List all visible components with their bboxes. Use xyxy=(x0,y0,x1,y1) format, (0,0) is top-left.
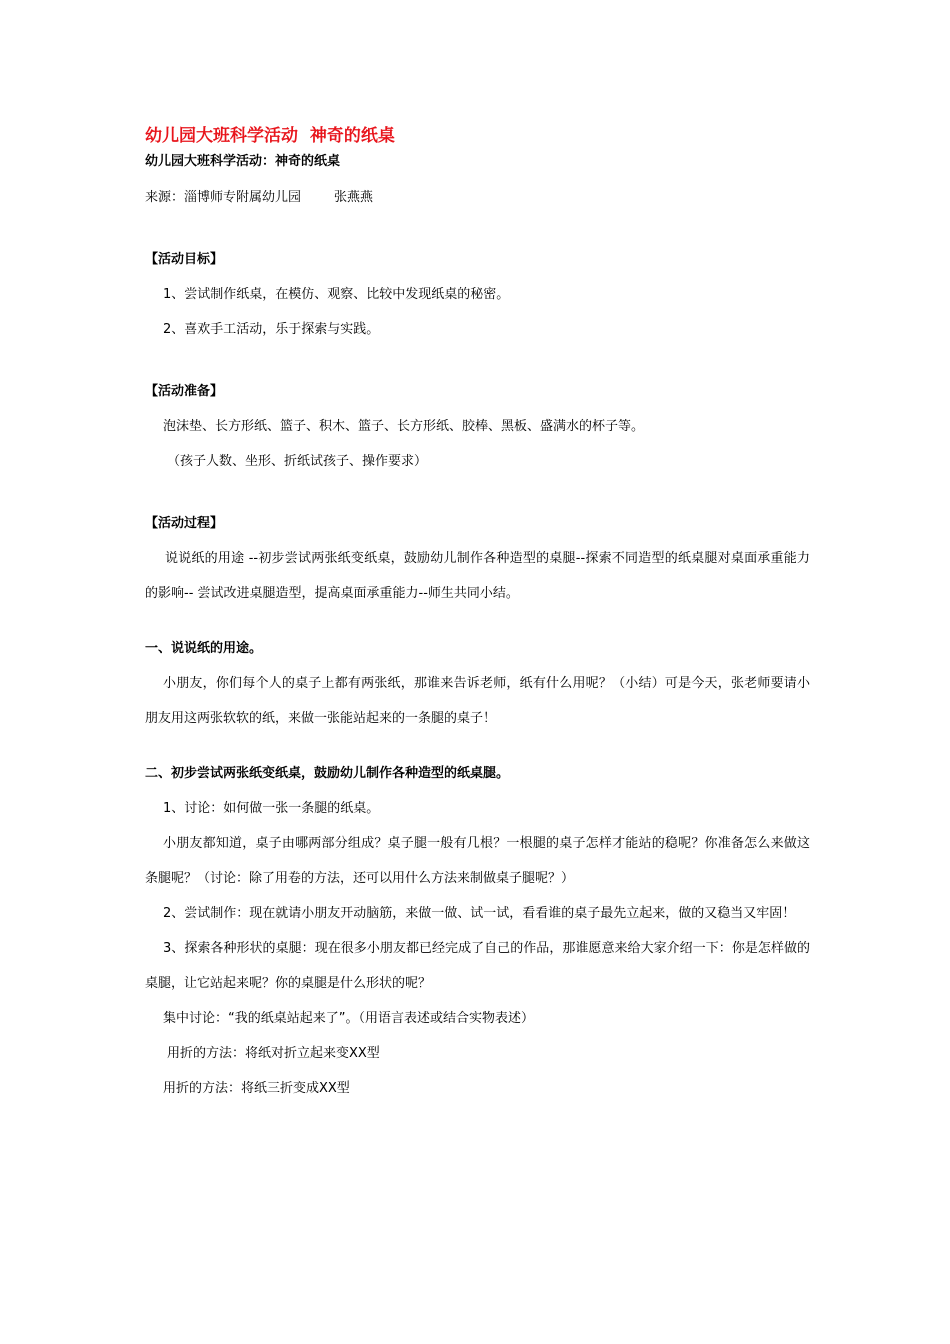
part1-text: 小朋友，你们每个人的桌子上都有两张纸，那谁来告诉老师，纸有什么用呢？（小结）可是今天，张老师要请小朋友用这两张软软的纸，来做一张能站起来的一条腿的桌子！ xyxy=(145,676,810,726)
goal-item-2: 2、喜欢手工活动，乐于探索与实践。 xyxy=(163,322,380,337)
part2-item-3: 3、探索各种形状的桌腿：现在很多小朋友都已经完成了自己的作品，那谁愿意来给大家介绍一下：你是怎样做的桌腿，让它站起来呢？你的桌腿是什么形状的呢？ xyxy=(145,941,810,991)
part2-item-2: 2、尝试制作：现在就请小朋友开动脑筋，来做一做、试一试，看看谁的桌子最先立起来，做的又稳当又牢固！ xyxy=(163,906,796,921)
part2-fold-2: 用折的方法：将纸三折变成XX型 xyxy=(163,1081,350,1096)
section-heading-goals: 【活动目标】 xyxy=(145,252,224,267)
part2-fold-1: 用折的方法：将纸对折立起来变XX型 xyxy=(167,1046,380,1061)
part2-discussion: 集中讨论：“我的纸桌站起来了”。（用语言表述或结合实物表述） xyxy=(163,1011,534,1026)
goal-item-1: 1、尝试制作纸桌，在模仿、观察、比较中发现纸桌的秘密。 xyxy=(163,287,510,302)
document-title: 幼儿园大班科学活动 神奇的纸桌 xyxy=(145,126,395,146)
prep-item-1: 泡沫垫、长方形纸、篮子、积木、篮子、长方形纸、胶棒、黑板、盛满水的杯子等。 xyxy=(163,419,645,434)
document-subtitle: 幼儿园大班科学活动：神奇的纸桌 xyxy=(145,154,341,169)
prep-item-2: （孩子人数、坐形、折纸试孩子、操作要求） xyxy=(167,454,428,469)
document-source: 来源：淄博师专附属幼儿园 张燕燕 xyxy=(145,190,374,205)
part2-item-1: 1、讨论：如何做一张一条腿的纸桌。 xyxy=(163,801,380,816)
part1-heading: 一、说说纸的用途。 xyxy=(145,641,263,656)
part2-item-1-text: 小朋友都知道，桌子由哪两部分组成？桌子腿一般有几根？一根腿的桌子怎样才能站的稳呢？你准备怎么来做这条腿呢？（讨论：除了用卷的方法，还可以用什么方法来制做桌子腿呢？） xyxy=(145,836,810,886)
part2-heading: 二、初步尝试两张纸变纸桌，鼓励幼儿制作各种造型的纸桌腿。 xyxy=(145,766,510,781)
section-heading-process: 【活动过程】 xyxy=(145,516,224,531)
section-heading-prep: 【活动准备】 xyxy=(145,384,224,399)
process-summary: 说说纸的用途 --初步尝试两张纸变纸桌，鼓励幼儿制作各种造型的桌腿--探索不同造型的纸桌腿对桌面承重能力的影响-- 尝试改进桌腿造型，提高桌面承重能力--师生共同小结。 xyxy=(145,551,810,601)
document-content xyxy=(145,124,810,1106)
